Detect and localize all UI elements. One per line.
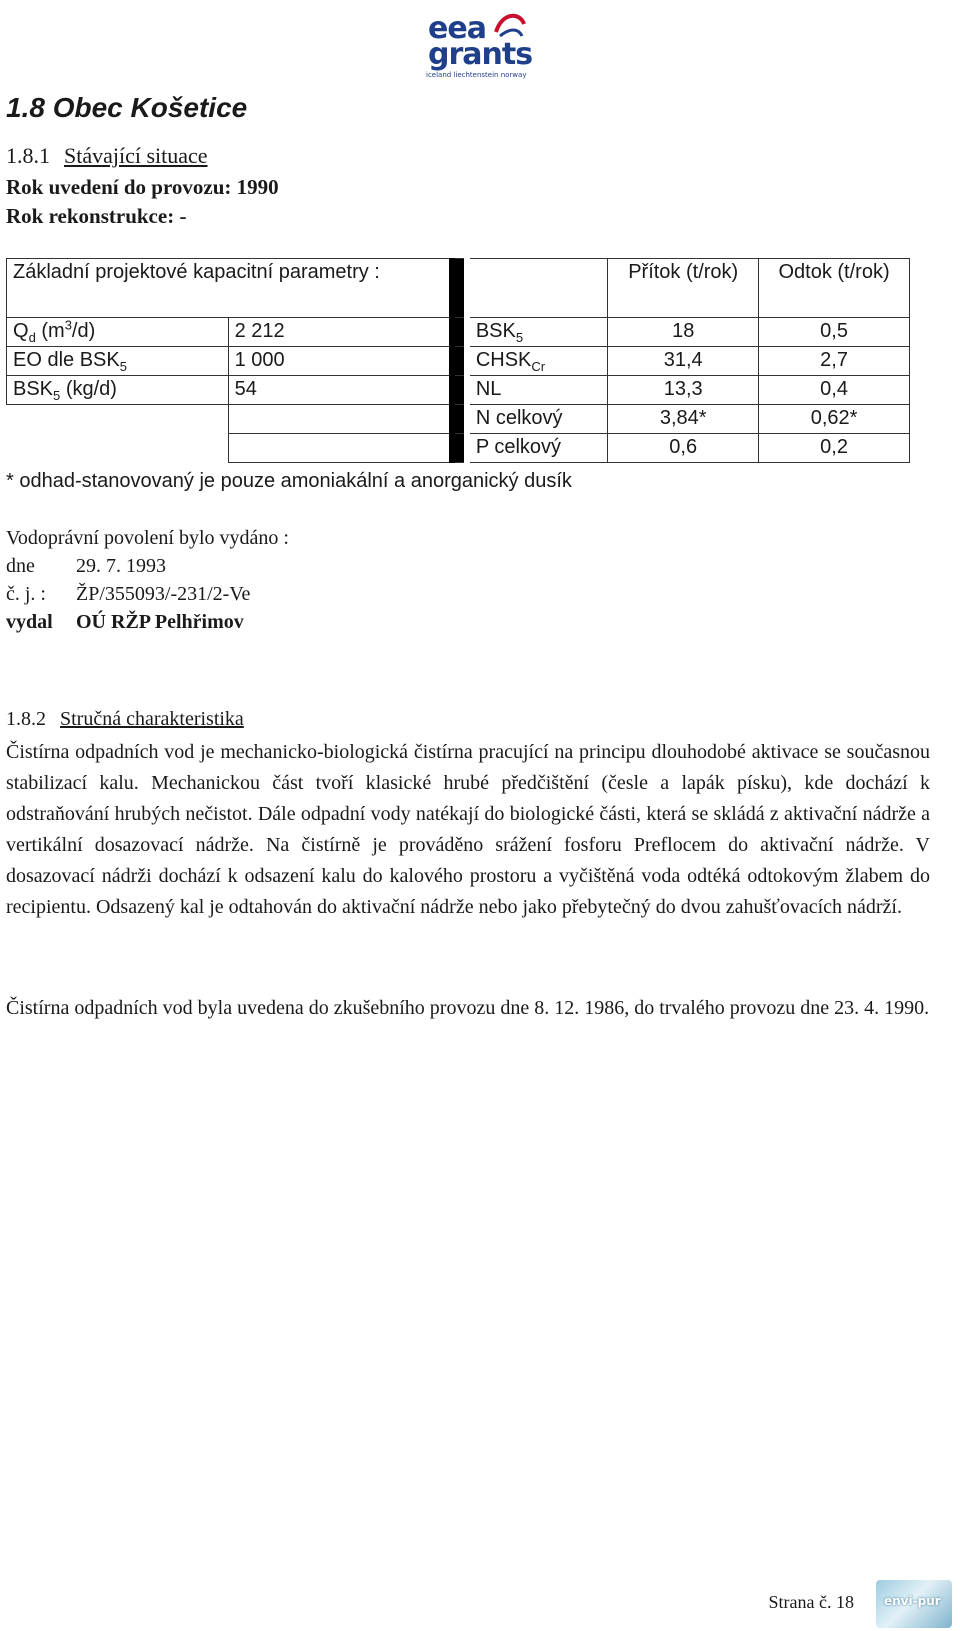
subsection-number: 1.8.2: [6, 708, 46, 730]
permit-date-row: [6, 555, 289, 583]
stamp-text: envi-pur: [884, 1594, 941, 1608]
inflow-cell: 0,6: [608, 434, 759, 463]
permit-ref-row: [6, 583, 289, 611]
indicator-cell: NL: [467, 376, 608, 405]
section-heading: 1.8 Obec Košetice: [6, 92, 248, 123]
param-cell: $BSK_5$ (kg/d): [7, 376, 229, 405]
outflow-cell: 0,2: [759, 434, 910, 463]
outflow-cell: 0,5: [759, 318, 910, 347]
subsection-title: Stručná charakteristika: [60, 708, 244, 730]
permit-issuer-value: OÚ RŽP Pelhřimov: [76, 611, 244, 633]
year-reconstruction: Rok rekonstrukce: -: [6, 204, 187, 228]
envi-pur-logo: [876, 1580, 952, 1628]
table-header-label: Základní projektové kapacitní parametry :: [7, 259, 453, 318]
table-row: [7, 376, 910, 405]
subsection-heading-1: [6, 143, 208, 169]
subsection-heading-2: [6, 708, 244, 731]
value-cell: 1 000: [228, 347, 452, 376]
table-separator: [452, 259, 467, 318]
permit-date-label: dne: [6, 555, 35, 577]
table-separator: [452, 318, 467, 347]
inflow-cell: 18: [608, 318, 759, 347]
value-cell: 54: [228, 376, 452, 405]
indicator-cell: N celkový: [467, 405, 608, 434]
empty-cell: [228, 405, 452, 434]
table-header-inflow: Přítok (t/rok): [608, 259, 759, 318]
paragraph-operation: Čistírna odpadních vod byla uvedena do zkušebního provozu dne 8. 12. 1986, do trvalého provozu dne 23. 4. 1990.: [6, 997, 930, 1019]
indicator-cell: $BSK_5$: [467, 318, 608, 347]
permit-issuer-label: vydal: [6, 611, 53, 633]
empty-cell: [228, 434, 452, 463]
table-row: [7, 405, 910, 434]
year-operation: Rok uvedení do provozu: 1990: [6, 175, 279, 199]
permit-ref-label: č. j. :: [6, 583, 46, 605]
logo-word-eea: eea: [428, 11, 486, 46]
table-header-outflow: Odtok (t/rok): [759, 259, 910, 318]
value-cell: 2 212: [228, 318, 452, 347]
table-separator: [452, 376, 467, 405]
subsection-title: Stávající situace: [64, 143, 208, 168]
table-footnote: * odhad-stanovovaný je pouze amoniakální a anorganický dusík: [6, 470, 572, 492]
table-separator: [452, 434, 467, 463]
permit-block: [6, 527, 289, 639]
table-separator: [452, 405, 467, 434]
table-header-row: [7, 259, 910, 318]
table-separator: [452, 347, 467, 376]
eea-grants-logo: [422, 6, 532, 80]
inflow-cell: 13,3: [608, 376, 759, 405]
table-row: [7, 347, 910, 376]
capacity-parameters-table: [6, 258, 910, 463]
indicator-cell: P celkový: [467, 434, 608, 463]
permit-date-value: 29. 7. 1993: [76, 555, 166, 577]
outflow-cell: 0,4: [759, 376, 910, 405]
param-cell: EO dle $BSK_5$: [7, 347, 229, 376]
table-row: [7, 318, 910, 347]
logo-word-grants: grants: [428, 37, 533, 72]
permit-issuer-row: [6, 611, 289, 639]
inflow-cell: 31,4: [608, 347, 759, 376]
empty-cell: [7, 405, 229, 434]
permit-ref-value: ŽP/355093/-231/2-Ve: [76, 583, 251, 605]
logo-swirl-icon: [492, 6, 528, 42]
empty-cell: [7, 434, 229, 463]
permit-title: Vodoprávní povolení bylo vydáno :: [6, 527, 289, 549]
indicator-cell: $CHSK_{Cr}$: [467, 347, 608, 376]
paragraph-characteristics: Čistírna odpadních vod je mechanicko-biologická čistírna pracující na principu dlouhodobé aktivace se současnou stabilizací kalu. Mechanickou část tvoří klasické hrubé předčištění (česle a lapák písku), kde dochází k odstraňování hrubých nečistot. Dále odpadní vody natékají do biologické části, která se skládá z aktivační nádrže a vertikální dosazovací nádrže. Na čistírně je prováděno srážení fosforu Preflocem do aktivační nádrže. V dosazovací nádrži dochází k odsazení kalu do kalového prostoru a vyčištěná voda odtéká odtokovým žlabem do recipientu. Odsazený kal je odtahován do aktivační nádrže nebo jako přebytečný do dvou zahušťovacích nádrží.: [6, 741, 930, 918]
logo-tagline: iceland liechtenstein norway: [426, 71, 527, 79]
page-number: Strana č. 18: [768, 1592, 854, 1612]
outflow-cell: 0,62*: [759, 405, 910, 434]
subsection-number: 1.8.1: [6, 143, 50, 168]
table-header-empty: [467, 259, 608, 318]
inflow-cell: 3,84*: [608, 405, 759, 434]
table-row: [7, 434, 910, 463]
outflow-cell: 2,7: [759, 347, 910, 376]
param-cell: $Q_d$ $(m^3/d)$: [7, 318, 229, 347]
